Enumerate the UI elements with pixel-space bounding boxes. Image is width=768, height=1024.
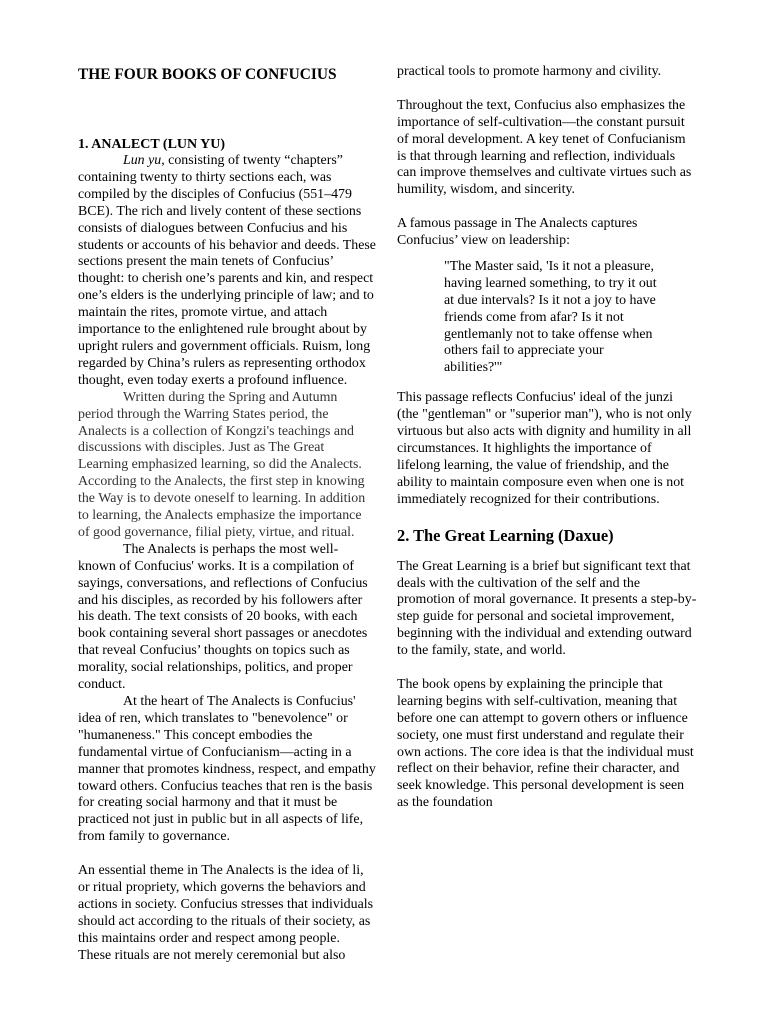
paragraph-junzi: This passage reflects Confucius' ideal of the junzi (the "gentleman" or "superior man"), who is not only virtuous but also acts with dignity and humility in all circumstances. It highlights the importance of lifelong learning, the value of friendship, and the ability to maintain composure even when one is not immediately recognized for their contributions. bbox=[397, 390, 692, 507]
paragraph-self-cultivation-principle: The book opens by explaining the principle that learning begins with self-cultivation, meaning that before one can attempt to govern others or influence society, one must first understand and regulate their own actions. The core idea is that the individual must reflect on their behavior, refine their character, and seek knowledge. This personal development is seen as the foundation bbox=[397, 676, 694, 811]
right-column bbox=[397, 0, 697, 1024]
paragraph-analects-works: The Analects is perhaps the most well-known of Confucius' works. It is a compilation of sayings, conversations, and reflections of Confucius and his disciples, as recorded by his followers after his death. The text consists of 20 books, with each book containing several short passages or anecdotes that reveal Confucius’ thoughts on topics such as morality, social relationships, politics, and proper conduct. bbox=[78, 541, 368, 693]
document-title: THE FOUR BOOKS OF CONFUCIUS bbox=[78, 66, 337, 83]
paragraph-leadership-intro: A famous passage in The Analects captures Confucius’ view on leadership: bbox=[397, 216, 638, 249]
left-column bbox=[78, 0, 376, 1024]
block-quote: "The Master said, 'Is it not a pleasure, having learned something, to try it out at due intervals? Is it not a joy to have friends come from afar? Is it not gentlemanly not to take offense when others fail to appreciate your abilities?'" bbox=[444, 258, 657, 376]
paragraph-lun-yu-text: , consisting of twenty “chapters” containing twenty to thirty sections each, was compiled by the disciples of Confucius (551–479 BCE). The rich and lively content of these sections consists of dialogues between Confucius and his students or accounts of his behavior and deeds. These sections present the main tenets of Confucius’ thought: to cherish one’s parents and kin, and respect one’s elders is the underlying principle of law; and to maintain the rites, promote virtue, and attach importance to the enlightened rule brought about by upright rulers and government officials. Ruism, long regarded by China’s rulers as representing orthodox thought, even today exerts a profound influence. bbox=[78, 153, 376, 388]
paragraph-li: An essential theme in The Analects is the idea of li, or ritual propriety, which governs the behaviors and actions in society. Confucius stresses that individuals should act according to the rituals of their society, as this maintains order and respect among people. These rituals are not merely ceremonial but also bbox=[78, 863, 374, 963]
paragraph-great-learning: The Great Learning is a brief but significant text that deals with the cultivation of the self and the promotion of moral governance. It presents a step-by-step guide for personal and societal improvement, beginning with the individual and extending outward to the family, state, and world. bbox=[397, 558, 697, 659]
section-2-heading: 2. The Great Learning (Daxue) bbox=[397, 525, 614, 545]
paragraph-lun-yu bbox=[78, 153, 376, 390]
section-1-heading: 1. ANALECT (LUN YU) bbox=[78, 137, 226, 152]
right-column-text bbox=[397, 64, 697, 812]
paragraph-self-cultivation: Throughout the text, Confucius also emphasizes the importance of self-cultivation—the constant pursuit of moral development. A key tenet of Confucianism is that through learning and reflection, individuals can improve themselves and cultivate virtues such as humility, wisdom, and sincerity. bbox=[397, 97, 692, 198]
paragraph-ren: At the heart of The Analects is Confucius' idea of ren, which translates to "benevolence" or "humaneness." This concept embodies the fundamental virtue of Confucianism—acting in a manner that promotes kindness, respect, and empathy toward others. Confucius teaches that ren is the basis for creating social harmony and that it must be practiced not just in public but in all aspects of life, from family to governance. bbox=[78, 694, 376, 845]
left-column-text bbox=[78, 153, 376, 964]
paragraph-spring-autumn: Written during the Spring and Autumn period through the Warring States period, the Analects is a collection of Kongzi's teachings and discussions with disciples. Just as The Great Learning emphasized learning, so did the Analects. According to the Analects, the first step in knowing the Way is to devote oneself to learning. In addition to learning, the Analects emphasize the importance of good governance, filial piety, virtue, and ritual. bbox=[78, 389, 366, 540]
paragraph-li-continued: practical tools to promote harmony and civility. bbox=[397, 64, 662, 79]
lun-yu-term: Lun yu bbox=[123, 153, 162, 168]
